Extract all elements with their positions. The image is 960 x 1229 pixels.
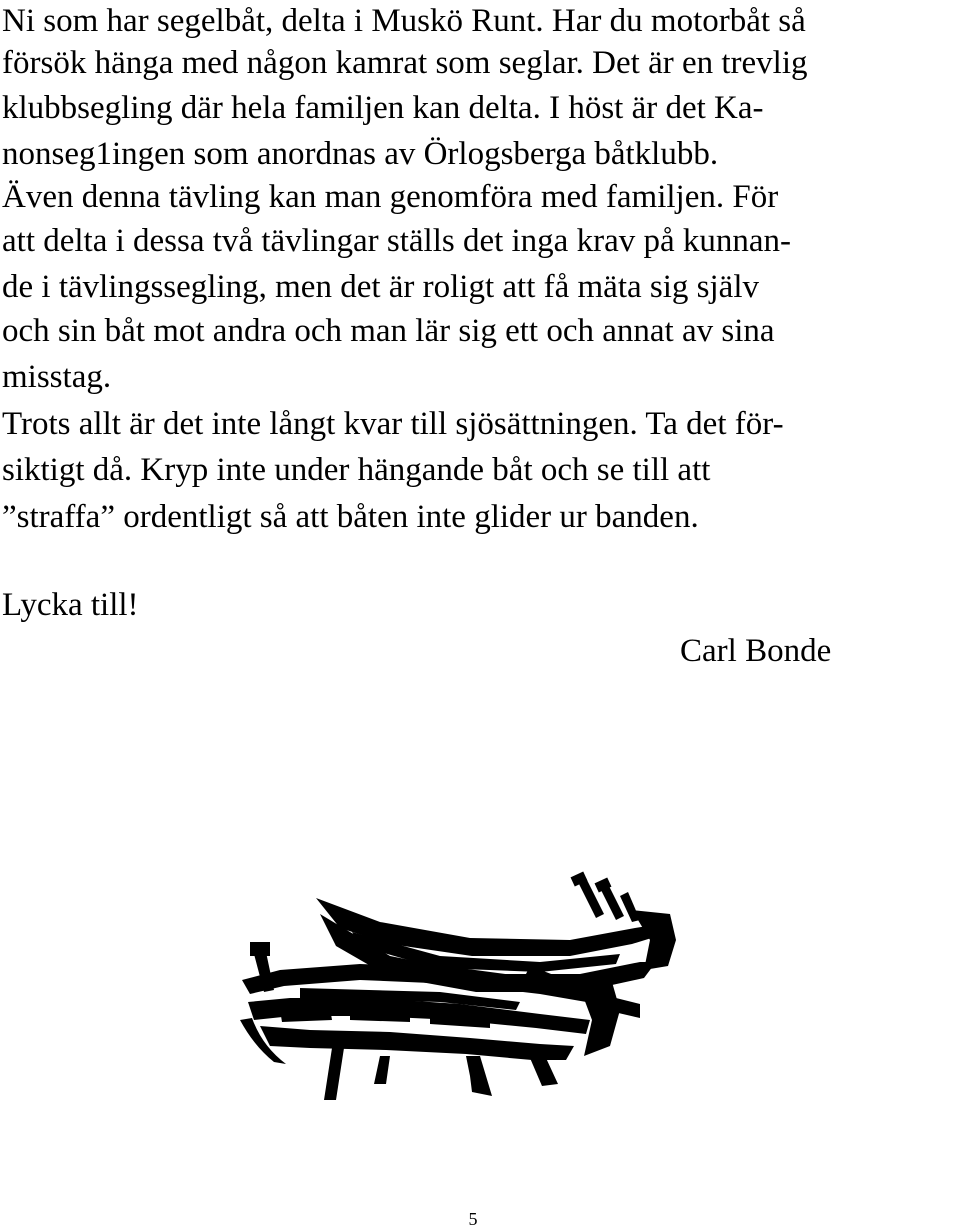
paragraph-line: misstag. xyxy=(2,359,112,395)
paragraph-line: Trots allt är det inte långt kvar till sjösättningen. Ta det för- xyxy=(2,406,784,442)
paragraph-line: de i tävlingssegling, men det är roligt att få mäta sig själv xyxy=(2,269,759,305)
paragraph-line: nonseg1ingen som anordnas av Örlogsberga båtklubb. xyxy=(2,136,719,172)
paragraph-line: försök hänga med någon kamrat som seglar. Det är en trevlig xyxy=(2,45,808,81)
closing-greeting: Lycka till! xyxy=(2,587,139,623)
signature: Carl Bonde xyxy=(680,633,832,669)
paragraph-line: klubbsegling där hela familjen kan delta. I höst är det Ka- xyxy=(2,90,764,126)
paragraph-line: Ni som har segelbåt, delta i Muskö Runt. Har du motorbåt så xyxy=(2,3,806,39)
paragraph-line: ”straffa” ordentligt så att båten inte glider ur banden. xyxy=(2,499,699,535)
paragraph-line: och sin båt mot andra och man lär sig ett och annat av sina xyxy=(2,313,775,349)
paragraph-line: siktigt då. Kryp inte under hängande båt och se till att xyxy=(2,452,711,488)
page-number: 5 xyxy=(468,1209,478,1229)
rowboats-clipart-icon xyxy=(240,870,680,1100)
paragraph-line: Även denna tävling kan man genomföra med familjen. För xyxy=(2,179,779,215)
paragraph-line: att delta i dessa två tävlingar ställs det inga krav på kunnan- xyxy=(2,223,792,259)
